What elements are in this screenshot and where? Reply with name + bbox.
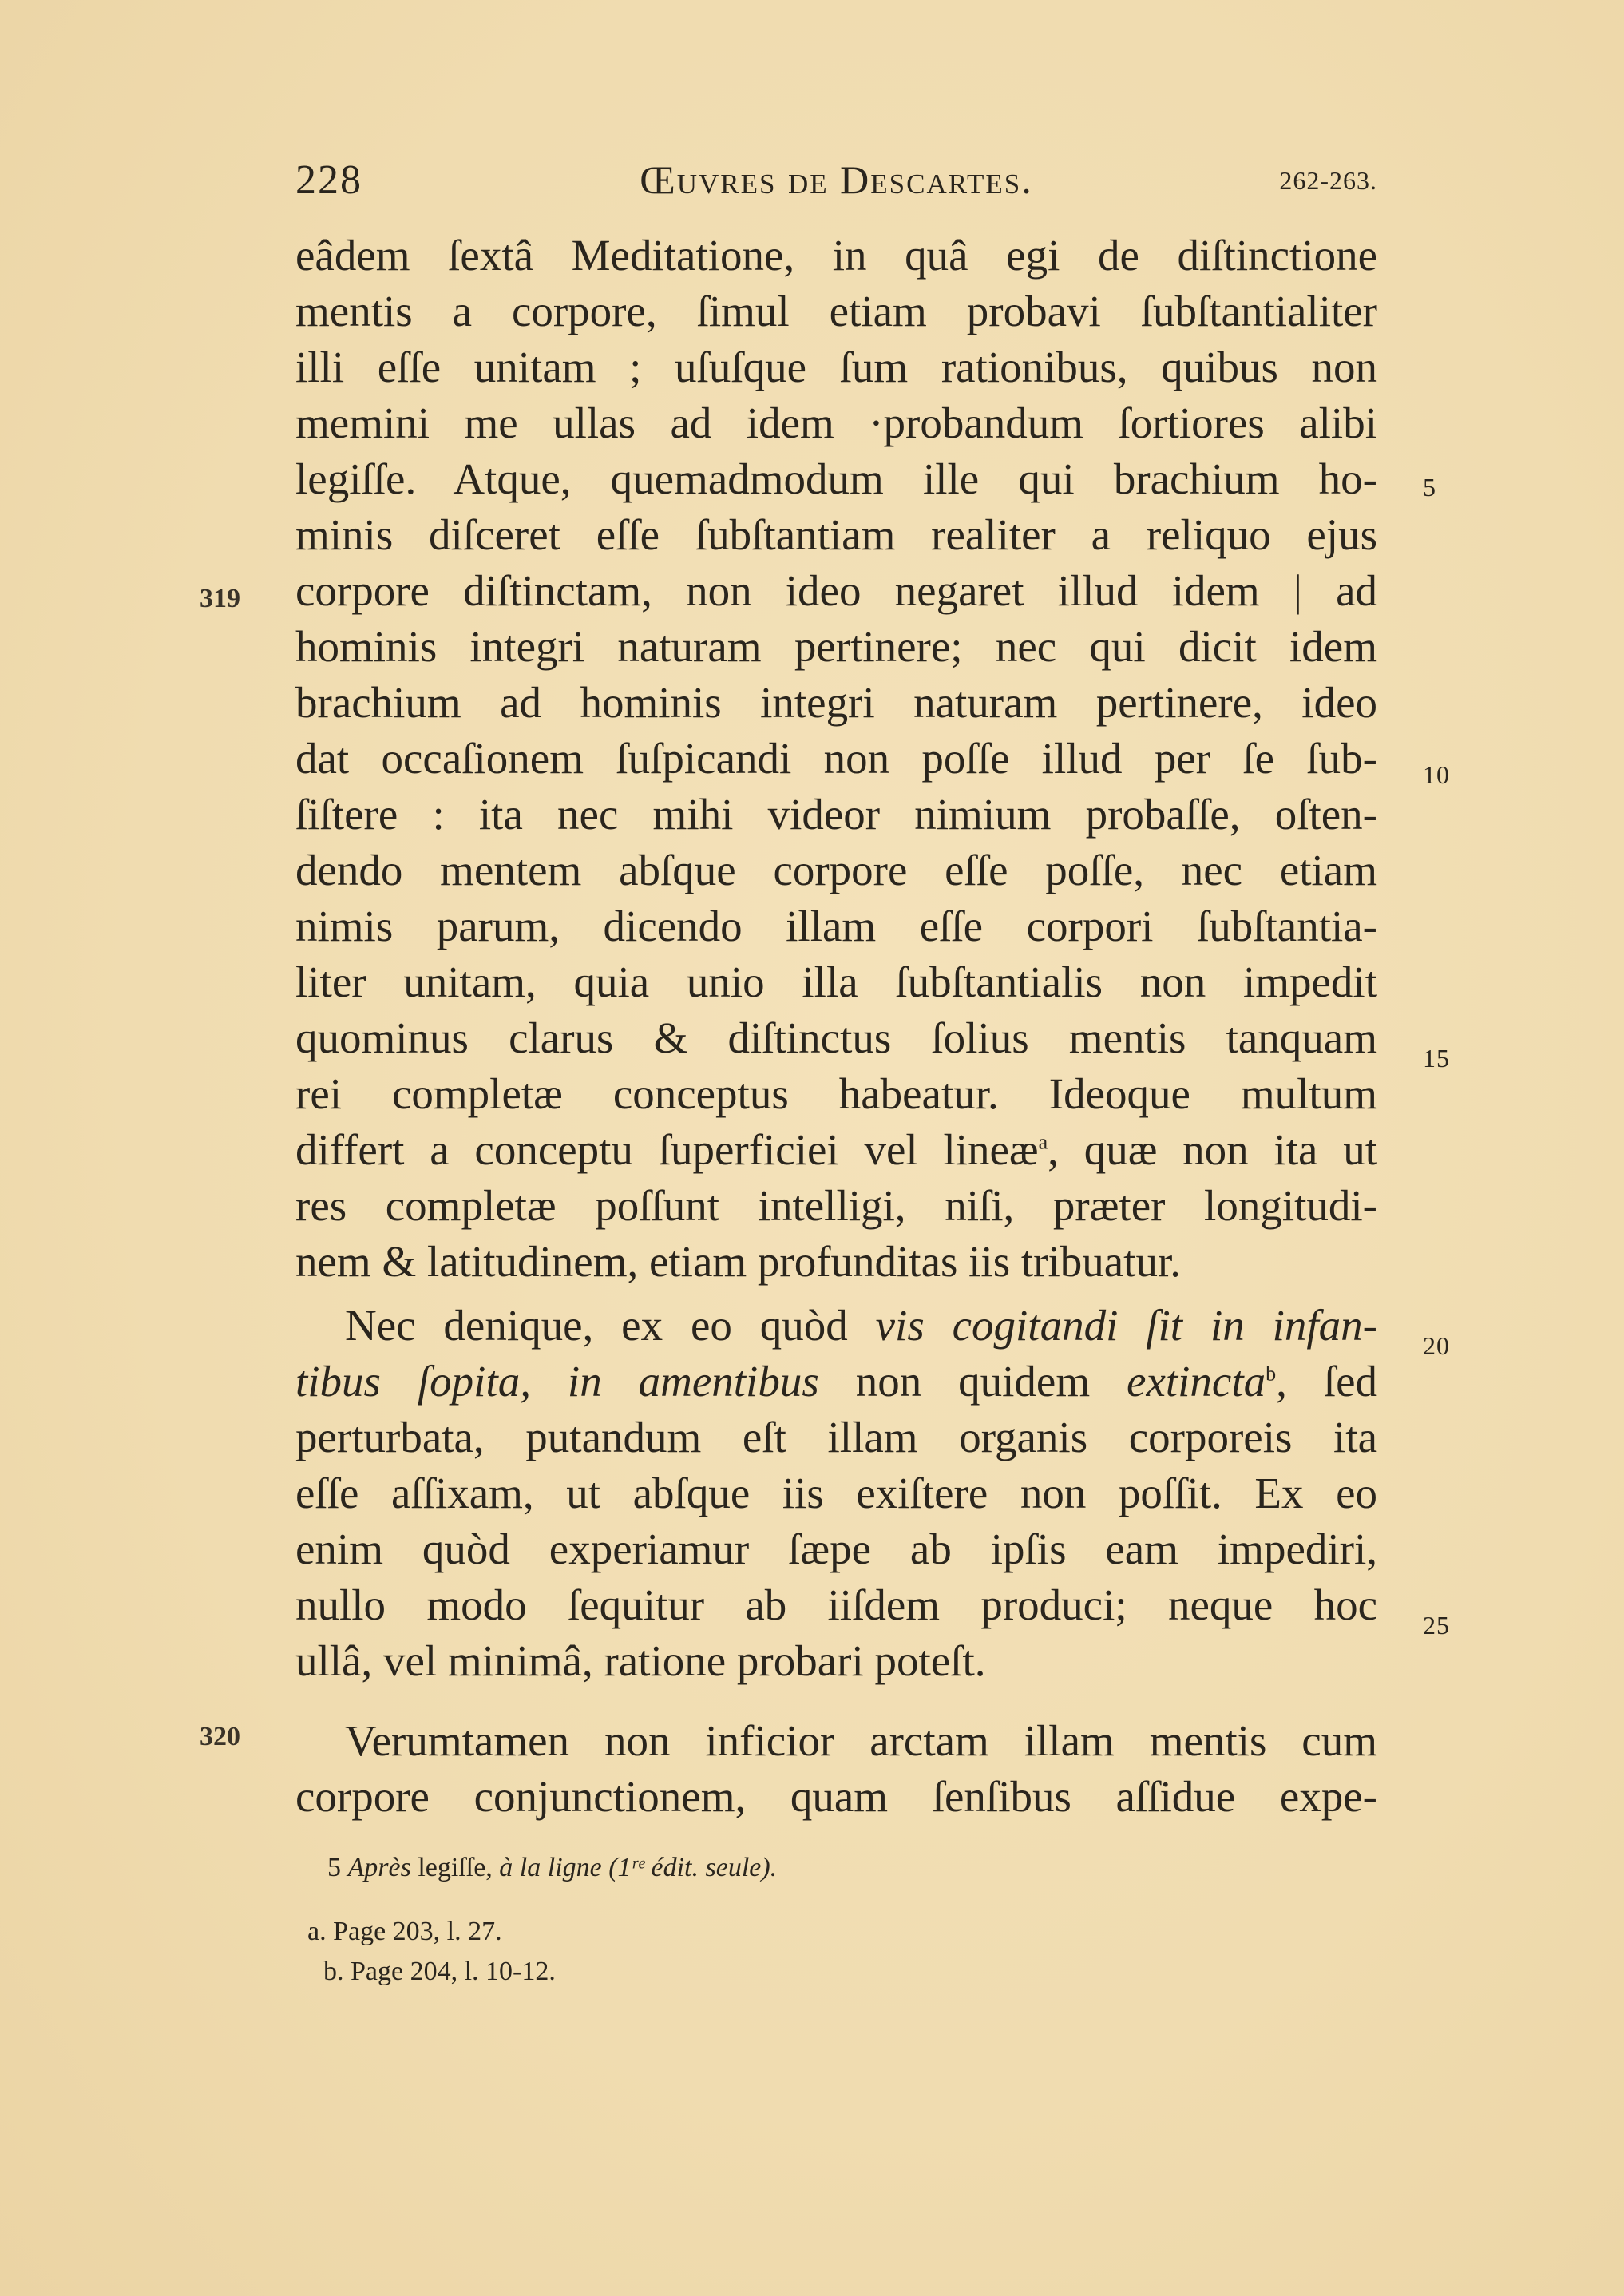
- variant-note: [327, 1849, 777, 1887]
- margin-reference: 319: [200, 584, 240, 613]
- italic-quote: extincta: [1127, 1357, 1266, 1406]
- text-line: [295, 1122, 1377, 1178]
- text-line: enim quòd experiamur ſæpe ab ipſis eam impediri,: [295, 1525, 1377, 1573]
- text-line: minis diſceret eſſe ſubſtantiam realiter a reliquo ejus: [295, 510, 1377, 559]
- margin-reference: 320: [200, 1722, 240, 1751]
- line-text-tail: , ſed: [1276, 1357, 1378, 1406]
- footnote-ref-b: b: [1266, 1362, 1277, 1386]
- italic-quote: tibus ſopita, in amentibus: [295, 1357, 819, 1406]
- text-line: nullo modo ſequitur ab iiſdem produci; neque hoc: [295, 1580, 1377, 1629]
- line-text-tail: , quæ non ita ut: [1048, 1125, 1377, 1174]
- line-text: non quidem: [855, 1357, 1091, 1406]
- footnote-ref-a: a: [1038, 1130, 1048, 1154]
- footnote-a: a. Page 203, l. 27.: [307, 1917, 502, 1946]
- variant-line-ref: 5: [327, 1853, 341, 1882]
- text-line: rei completæ conceptus habeatur. Ideoque multum: [295, 1069, 1377, 1118]
- text-line: memini me ullas ad idem ·probandum ſortiores alibi: [295, 399, 1377, 447]
- text-line: perturbata, putandum eſt illam organis corporeis ita: [295, 1413, 1377, 1461]
- variant-italic: Après: [347, 1853, 411, 1882]
- line-text: Nec denique, ex eo quòd: [345, 1301, 848, 1350]
- line-number: 15: [1423, 1044, 1450, 1073]
- text-line: hominis integri naturam pertinere; nec qui dicit idem: [295, 622, 1377, 671]
- text-line: eſſe aſſixam, ut abſque iis exiſtere non poſſit. Ex eo: [295, 1469, 1377, 1517]
- text-line: [295, 1298, 1377, 1354]
- italic-quote: vis cogitandi ſit in infan-: [875, 1301, 1377, 1350]
- text-line: liter unitam, quia unio illa ſubſtantialis non impedit: [295, 958, 1377, 1006]
- text-line: mentis a corpore, ſimul etiam probavi ſubſtantialiter: [295, 287, 1377, 335]
- text-line: corpore conjunctionem, quam ſenſibus aſſidue expe-: [295, 1772, 1377, 1821]
- variant-word: legiſſe,: [418, 1853, 493, 1882]
- text-line: dat occaſionem ſuſpicandi non poſſe illud per ſe ſub-: [295, 734, 1377, 783]
- text-line: quominus clarus & diſtinctus ſolius mentis tanquam: [295, 1013, 1377, 1062]
- text-line: res completæ poſſunt intelligi, niſi, præter longitudi-: [295, 1181, 1377, 1230]
- line-text: differt a conceptu ſuperficiei vel lineæ: [295, 1125, 1039, 1174]
- page-number: 228: [295, 157, 362, 203]
- text-line: nem & latitudinem, etiam profunditas iis tribuatur.: [295, 1237, 1181, 1286]
- line-number: 20: [1423, 1331, 1450, 1360]
- footnote-b: b. Page 204, l. 10-12.: [323, 1957, 556, 1986]
- text-line: illi eſſe unitam ; uſuſque ſum rationibus, quibus non: [295, 343, 1377, 391]
- line-number: 10: [1423, 760, 1450, 789]
- text-line: brachium ad hominis integri naturam pertinere, ideo: [295, 678, 1377, 727]
- text-line: Verumtamen non inficior arctam illam mentis cum: [345, 1716, 1377, 1765]
- variant-italic: à la ligne (1ʳᵉ édit. seule).: [499, 1853, 778, 1882]
- text-line: corpore diſtinctam, non ideo negaret illud idem | ad: [295, 566, 1377, 615]
- text-line: legiſſe. Atque, quemadmodum ille qui brachium ho-: [295, 454, 1377, 503]
- page-range: 262-263.: [1279, 166, 1377, 195]
- text-line: eâdem ſextâ Meditatione, in quâ egi de diſtinctione: [295, 231, 1377, 280]
- text-line: dendo mentem abſque corpore eſſe poſſe, nec etiam: [295, 846, 1377, 894]
- text-line: [295, 1354, 1377, 1410]
- line-number: 25: [1423, 1611, 1450, 1640]
- text-line: ſiſtere : ita nec mihi videor nimium probaſſe, oſten-: [295, 790, 1377, 839]
- text-line: nimis parum, dicendo illam eſſe corpori ſubſtantia-: [295, 902, 1377, 950]
- line-number: 5: [1423, 473, 1436, 502]
- running-title: Œuvres de Descartes.: [640, 157, 1033, 202]
- running-header: [295, 157, 1377, 204]
- text-line: ullâ, vel minimâ, ratione probari poteſt.: [295, 1636, 986, 1685]
